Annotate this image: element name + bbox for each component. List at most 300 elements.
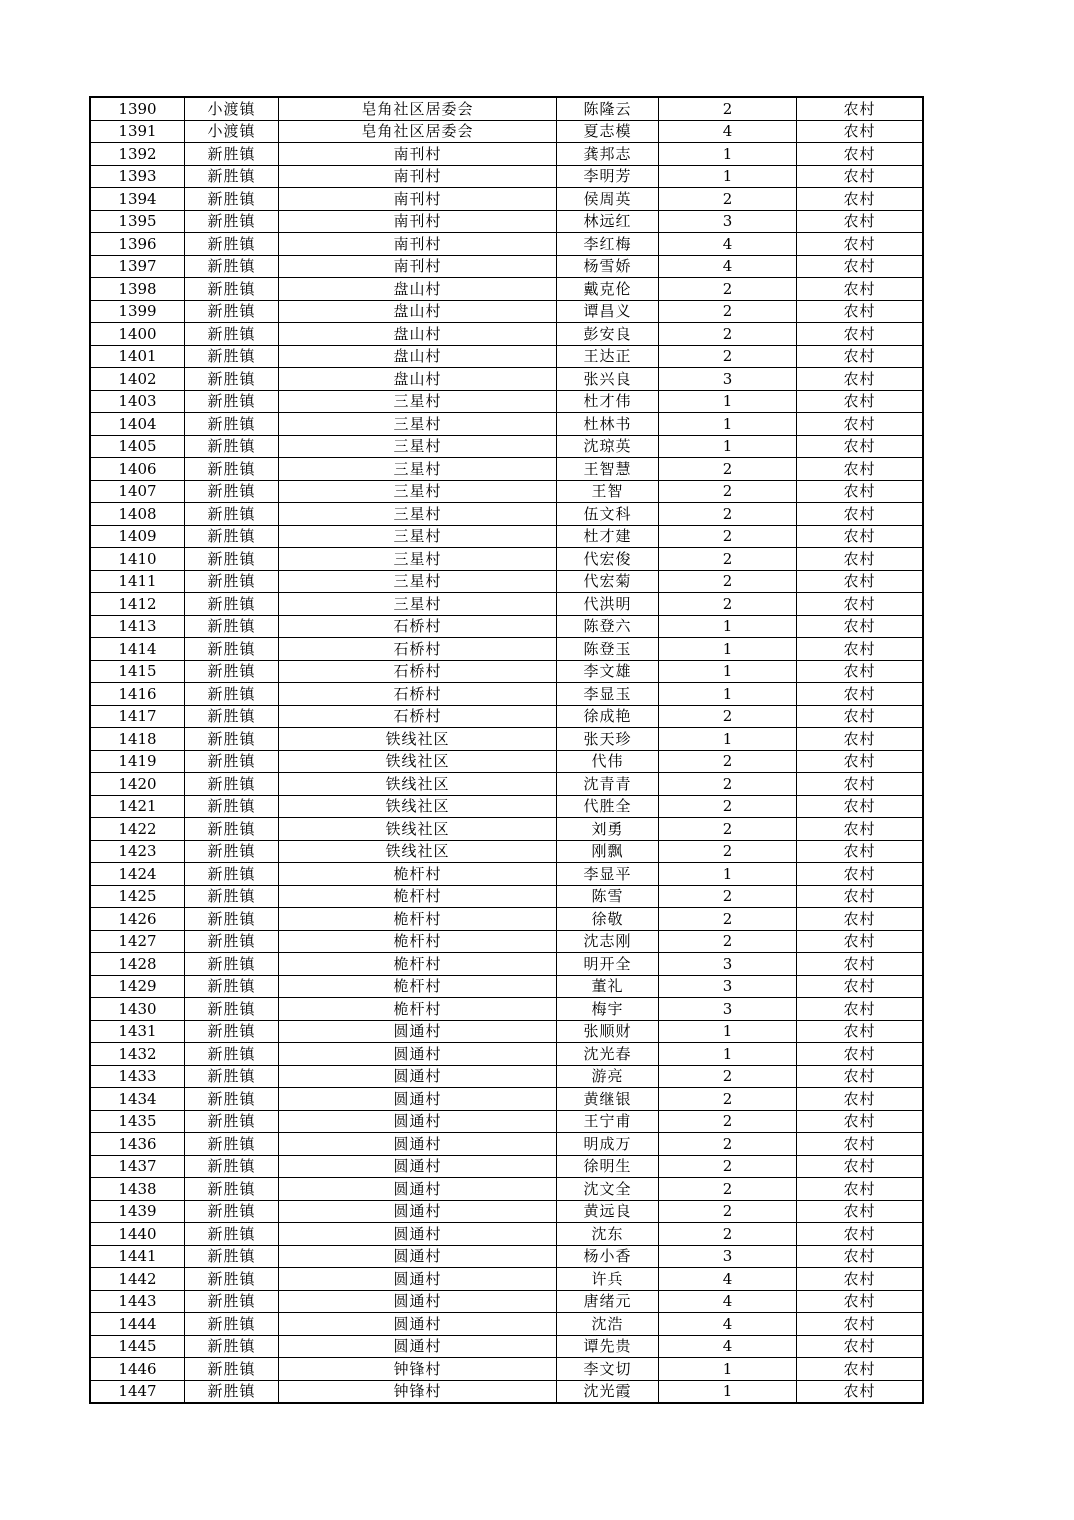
town-cell: 新胜镇: [185, 570, 279, 593]
serial-number-cell: 1392: [91, 143, 185, 166]
category-cell: 农村: [797, 1178, 923, 1201]
serial-number-cell: 1423: [91, 840, 185, 863]
town-cell: 新胜镇: [185, 525, 279, 548]
table-row: [91, 593, 923, 616]
town-cell: 新胜镇: [185, 1200, 279, 1223]
town-cell: 新胜镇: [185, 1178, 279, 1201]
village-cell: 圆通村: [279, 1290, 557, 1313]
table-row: [91, 1245, 923, 1268]
village-cell: 盘山村: [279, 368, 557, 391]
name-cell: 沈东: [557, 1223, 659, 1246]
village-cell: 桅杆村: [279, 998, 557, 1021]
name-cell: 李文切: [557, 1358, 659, 1381]
category-cell: 农村: [797, 188, 923, 211]
household-size-cell: 2: [659, 795, 797, 818]
town-cell: 新胜镇: [185, 1335, 279, 1358]
table-row: [91, 1020, 923, 1043]
serial-number-cell: 1435: [91, 1110, 185, 1133]
town-cell: 新胜镇: [185, 638, 279, 661]
village-cell: 三星村: [279, 413, 557, 436]
serial-number-cell: 1396: [91, 233, 185, 256]
town-cell: 新胜镇: [185, 458, 279, 481]
household-size-cell: 2: [659, 705, 797, 728]
category-cell: 农村: [797, 705, 923, 728]
category-cell: 农村: [797, 458, 923, 481]
town-cell: 新胜镇: [185, 1245, 279, 1268]
category-cell: 农村: [797, 210, 923, 233]
serial-number-cell: 1429: [91, 975, 185, 998]
name-cell: 沈文全: [557, 1178, 659, 1201]
table-row: [91, 1178, 923, 1201]
name-cell: 唐绪元: [557, 1290, 659, 1313]
town-cell: 新胜镇: [185, 413, 279, 436]
village-cell: 钟锋村: [279, 1380, 557, 1403]
village-cell: 皂角社区居委会: [279, 120, 557, 143]
village-cell: 桅杆村: [279, 953, 557, 976]
serial-number-cell: 1409: [91, 525, 185, 548]
name-cell: 王宁甫: [557, 1110, 659, 1133]
town-cell: 新胜镇: [185, 143, 279, 166]
table-row: [91, 480, 923, 503]
table-row: [91, 1223, 923, 1246]
table-row: [91, 210, 923, 233]
town-cell: 新胜镇: [185, 1043, 279, 1066]
household-size-cell: 2: [659, 1200, 797, 1223]
category-cell: 农村: [797, 300, 923, 323]
household-size-cell: 3: [659, 210, 797, 233]
town-cell: 新胜镇: [185, 390, 279, 413]
household-size-cell: 4: [659, 1290, 797, 1313]
household-size-cell: 2: [659, 1178, 797, 1201]
table-row: [91, 1155, 923, 1178]
category-cell: 农村: [797, 615, 923, 638]
name-cell: 沈志刚: [557, 930, 659, 953]
village-cell: 桅杆村: [279, 863, 557, 886]
serial-number-cell: 1425: [91, 885, 185, 908]
category-cell: 农村: [797, 233, 923, 256]
serial-number-cell: 1437: [91, 1155, 185, 1178]
village-cell: 三星村: [279, 525, 557, 548]
household-size-cell: 3: [659, 998, 797, 1021]
name-cell: 沈光春: [557, 1043, 659, 1066]
category-cell: 农村: [797, 660, 923, 683]
household-size-cell: 2: [659, 323, 797, 346]
village-cell: 桅杆村: [279, 975, 557, 998]
table-row: [91, 255, 923, 278]
household-size-cell: 1: [659, 638, 797, 661]
category-cell: 农村: [797, 1335, 923, 1358]
household-size-cell: 2: [659, 1065, 797, 1088]
category-cell: 农村: [797, 255, 923, 278]
category-cell: 农村: [797, 390, 923, 413]
town-cell: 新胜镇: [185, 683, 279, 706]
town-cell: 新胜镇: [185, 165, 279, 188]
category-cell: 农村: [797, 885, 923, 908]
category-cell: 农村: [797, 435, 923, 458]
household-size-cell: 2: [659, 1110, 797, 1133]
village-cell: 圆通村: [279, 1155, 557, 1178]
serial-number-cell: 1406: [91, 458, 185, 481]
household-size-cell: 1: [659, 1043, 797, 1066]
table-row: [91, 345, 923, 368]
town-cell: 新胜镇: [185, 593, 279, 616]
name-cell: 龚邦志: [557, 143, 659, 166]
household-size-cell: 4: [659, 120, 797, 143]
village-cell: 三星村: [279, 390, 557, 413]
table-row: [91, 683, 923, 706]
village-cell: 圆通村: [279, 1223, 557, 1246]
town-cell: 新胜镇: [185, 998, 279, 1021]
village-cell: 圆通村: [279, 1065, 557, 1088]
serial-number-cell: 1438: [91, 1178, 185, 1201]
town-cell: 新胜镇: [185, 885, 279, 908]
name-cell: 徐成艳: [557, 705, 659, 728]
household-size-cell: 2: [659, 593, 797, 616]
town-cell: 新胜镇: [185, 188, 279, 211]
table-row: [91, 458, 923, 481]
name-cell: 王智慧: [557, 458, 659, 481]
table-row: [91, 1200, 923, 1223]
name-cell: 伍文科: [557, 503, 659, 526]
serial-number-cell: 1398: [91, 278, 185, 301]
town-cell: 新胜镇: [185, 548, 279, 571]
category-cell: 农村: [797, 1088, 923, 1111]
name-cell: 林远红: [557, 210, 659, 233]
household-size-cell: 1: [659, 435, 797, 458]
table-row: [91, 660, 923, 683]
serial-number-cell: 1405: [91, 435, 185, 458]
serial-number-cell: 1411: [91, 570, 185, 593]
village-cell: 钟锋村: [279, 1358, 557, 1381]
name-cell: 沈青青: [557, 773, 659, 796]
town-cell: 新胜镇: [185, 1268, 279, 1291]
household-size-cell: 2: [659, 278, 797, 301]
household-size-cell: 2: [659, 188, 797, 211]
town-cell: 新胜镇: [185, 1313, 279, 1336]
village-cell: 盘山村: [279, 300, 557, 323]
table-row: [91, 98, 923, 121]
serial-number-cell: 1415: [91, 660, 185, 683]
household-size-cell: 4: [659, 255, 797, 278]
table-row: [91, 930, 923, 953]
name-cell: 游亮: [557, 1065, 659, 1088]
serial-number-cell: 1436: [91, 1133, 185, 1156]
household-size-cell: 1: [659, 143, 797, 166]
serial-number-cell: 1404: [91, 413, 185, 436]
household-size-cell: 1: [659, 683, 797, 706]
household-size-cell: 3: [659, 953, 797, 976]
serial-number-cell: 1443: [91, 1290, 185, 1313]
name-cell: 代伟: [557, 750, 659, 773]
category-cell: 农村: [797, 480, 923, 503]
name-cell: 谭昌义: [557, 300, 659, 323]
table-row: [91, 818, 923, 841]
table-row: [91, 1110, 923, 1133]
village-cell: 圆通村: [279, 1335, 557, 1358]
category-cell: 农村: [797, 1020, 923, 1043]
name-cell: 侯周英: [557, 188, 659, 211]
name-cell: 李红梅: [557, 233, 659, 256]
name-cell: 黄继银: [557, 1088, 659, 1111]
serial-number-cell: 1446: [91, 1358, 185, 1381]
household-size-cell: 3: [659, 1245, 797, 1268]
category-cell: 农村: [797, 1043, 923, 1066]
serial-number-cell: 1397: [91, 255, 185, 278]
name-cell: 明开全: [557, 953, 659, 976]
village-cell: 石桥村: [279, 638, 557, 661]
village-cell: 桅杆村: [279, 885, 557, 908]
village-cell: 铁线社区: [279, 750, 557, 773]
name-cell: 代洪明: [557, 593, 659, 616]
name-cell: 李显玉: [557, 683, 659, 706]
category-cell: 农村: [797, 503, 923, 526]
town-cell: 新胜镇: [185, 233, 279, 256]
category-cell: 农村: [797, 975, 923, 998]
serial-number-cell: 1400: [91, 323, 185, 346]
town-cell: 新胜镇: [185, 1223, 279, 1246]
village-cell: 石桥村: [279, 615, 557, 638]
serial-number-cell: 1421: [91, 795, 185, 818]
village-cell: 三星村: [279, 570, 557, 593]
household-size-cell: 2: [659, 503, 797, 526]
village-cell: 三星村: [279, 503, 557, 526]
village-cell: 三星村: [279, 480, 557, 503]
name-cell: 陈雪: [557, 885, 659, 908]
category-cell: 农村: [797, 1380, 923, 1403]
village-cell: 皂角社区居委会: [279, 98, 557, 121]
household-size-cell: 2: [659, 98, 797, 121]
town-cell: 新胜镇: [185, 435, 279, 458]
category-cell: 农村: [797, 165, 923, 188]
table-row: [91, 953, 923, 976]
table-row: [91, 570, 923, 593]
town-cell: 新胜镇: [185, 840, 279, 863]
serial-number-cell: 1418: [91, 728, 185, 751]
category-cell: 农村: [797, 953, 923, 976]
name-cell: 张天珍: [557, 728, 659, 751]
category-cell: 农村: [797, 1313, 923, 1336]
town-cell: 新胜镇: [185, 660, 279, 683]
name-cell: 张顺财: [557, 1020, 659, 1043]
table-row: [91, 1088, 923, 1111]
village-cell: 南刊村: [279, 233, 557, 256]
category-cell: 农村: [797, 1290, 923, 1313]
name-cell: 陈登六: [557, 615, 659, 638]
town-cell: 新胜镇: [185, 345, 279, 368]
household-size-cell: 3: [659, 368, 797, 391]
household-size-cell: 1: [659, 863, 797, 886]
table-row: [91, 503, 923, 526]
village-cell: 南刊村: [279, 188, 557, 211]
category-cell: 农村: [797, 120, 923, 143]
village-cell: 三星村: [279, 458, 557, 481]
table-row: [91, 390, 923, 413]
category-cell: 农村: [797, 1133, 923, 1156]
household-size-cell: 2: [659, 1223, 797, 1246]
village-cell: 圆通村: [279, 1178, 557, 1201]
village-cell: 盘山村: [279, 278, 557, 301]
table-row: [91, 705, 923, 728]
name-cell: 李文雄: [557, 660, 659, 683]
village-cell: 铁线社区: [279, 795, 557, 818]
name-cell: 彭安良: [557, 323, 659, 346]
town-cell: 新胜镇: [185, 615, 279, 638]
table-row: [91, 323, 923, 346]
village-cell: 石桥村: [279, 683, 557, 706]
village-cell: 铁线社区: [279, 818, 557, 841]
serial-number-cell: 1412: [91, 593, 185, 616]
household-size-cell: 1: [659, 390, 797, 413]
village-cell: 南刊村: [279, 165, 557, 188]
table-row: [91, 1358, 923, 1381]
household-size-cell: 2: [659, 930, 797, 953]
village-cell: 南刊村: [279, 210, 557, 233]
household-size-cell: 4: [659, 233, 797, 256]
town-cell: 新胜镇: [185, 278, 279, 301]
category-cell: 农村: [797, 345, 923, 368]
category-cell: 农村: [797, 1358, 923, 1381]
household-size-cell: 2: [659, 885, 797, 908]
town-cell: 新胜镇: [185, 1110, 279, 1133]
table-row: [91, 773, 923, 796]
village-cell: 圆通村: [279, 1268, 557, 1291]
category-cell: 农村: [797, 998, 923, 1021]
category-cell: 农村: [797, 773, 923, 796]
table-row: [91, 1133, 923, 1156]
village-cell: 三星村: [279, 593, 557, 616]
name-cell: 谭先贵: [557, 1335, 659, 1358]
category-cell: 农村: [797, 525, 923, 548]
roster-table-container: [90, 97, 923, 1403]
name-cell: 代胜全: [557, 795, 659, 818]
town-cell: 新胜镇: [185, 323, 279, 346]
name-cell: 沈光霞: [557, 1380, 659, 1403]
category-cell: 农村: [797, 1155, 923, 1178]
serial-number-cell: 1422: [91, 818, 185, 841]
name-cell: 代宏菊: [557, 570, 659, 593]
town-cell: 小渡镇: [185, 98, 279, 121]
table-row: [91, 908, 923, 931]
category-cell: 农村: [797, 1110, 923, 1133]
table-row: [91, 638, 923, 661]
category-cell: 农村: [797, 278, 923, 301]
town-cell: 新胜镇: [185, 705, 279, 728]
household-size-cell: 2: [659, 750, 797, 773]
village-cell: 铁线社区: [279, 773, 557, 796]
town-cell: 新胜镇: [185, 368, 279, 391]
town-cell: 新胜镇: [185, 1358, 279, 1381]
household-size-cell: 1: [659, 728, 797, 751]
name-cell: 董礼: [557, 975, 659, 998]
serial-number-cell: 1434: [91, 1088, 185, 1111]
name-cell: 李显平: [557, 863, 659, 886]
village-cell: 石桥村: [279, 705, 557, 728]
table-row: [91, 143, 923, 166]
name-cell: 刘勇: [557, 818, 659, 841]
table-row: [91, 863, 923, 886]
table-row: [91, 750, 923, 773]
name-cell: 王智: [557, 480, 659, 503]
household-size-cell: 2: [659, 1155, 797, 1178]
town-cell: 新胜镇: [185, 1065, 279, 1088]
category-cell: 农村: [797, 638, 923, 661]
serial-number-cell: 1424: [91, 863, 185, 886]
serial-number-cell: 1413: [91, 615, 185, 638]
table-row: [91, 998, 923, 1021]
village-cell: 圆通村: [279, 1200, 557, 1223]
town-cell: 新胜镇: [185, 1020, 279, 1043]
name-cell: 许兵: [557, 1268, 659, 1291]
town-cell: 新胜镇: [185, 773, 279, 796]
household-size-cell: 2: [659, 548, 797, 571]
town-cell: 新胜镇: [185, 1133, 279, 1156]
name-cell: 梅宇: [557, 998, 659, 1021]
town-cell: 新胜镇: [185, 1290, 279, 1313]
serial-number-cell: 1420: [91, 773, 185, 796]
name-cell: 王达正: [557, 345, 659, 368]
name-cell: 杨雪娇: [557, 255, 659, 278]
village-cell: 圆通村: [279, 1313, 557, 1336]
village-cell: 盘山村: [279, 345, 557, 368]
town-cell: 新胜镇: [185, 728, 279, 751]
serial-number-cell: 1416: [91, 683, 185, 706]
category-cell: 农村: [797, 98, 923, 121]
name-cell: 明成万: [557, 1133, 659, 1156]
household-size-cell: 2: [659, 525, 797, 548]
category-cell: 农村: [797, 1200, 923, 1223]
serial-number-cell: 1447: [91, 1380, 185, 1403]
village-cell: 桅杆村: [279, 908, 557, 931]
village-cell: 圆通村: [279, 1020, 557, 1043]
category-cell: 农村: [797, 795, 923, 818]
village-cell: 圆通村: [279, 1245, 557, 1268]
serial-number-cell: 1395: [91, 210, 185, 233]
household-size-cell: 2: [659, 480, 797, 503]
household-size-cell: 1: [659, 413, 797, 436]
table-row: [91, 548, 923, 571]
serial-number-cell: 1394: [91, 188, 185, 211]
serial-number-cell: 1440: [91, 1223, 185, 1246]
table-row: [91, 368, 923, 391]
serial-number-cell: 1410: [91, 548, 185, 571]
household-size-cell: 3: [659, 975, 797, 998]
serial-number-cell: 1432: [91, 1043, 185, 1066]
serial-number-cell: 1414: [91, 638, 185, 661]
table-row: [91, 120, 923, 143]
serial-number-cell: 1408: [91, 503, 185, 526]
table-row: [91, 1043, 923, 1066]
village-cell: 三星村: [279, 435, 557, 458]
household-size-cell: 4: [659, 1313, 797, 1336]
town-cell: 新胜镇: [185, 863, 279, 886]
household-size-cell: 2: [659, 1133, 797, 1156]
table-row: [91, 975, 923, 998]
serial-number-cell: 1427: [91, 930, 185, 953]
table-row: [91, 1380, 923, 1403]
category-cell: 农村: [797, 1223, 923, 1246]
category-cell: 农村: [797, 683, 923, 706]
town-cell: 新胜镇: [185, 480, 279, 503]
town-cell: 新胜镇: [185, 930, 279, 953]
name-cell: 杨小香: [557, 1245, 659, 1268]
name-cell: 李明芳: [557, 165, 659, 188]
serial-number-cell: 1433: [91, 1065, 185, 1088]
table-row: [91, 525, 923, 548]
village-cell: 桅杆村: [279, 930, 557, 953]
table-row: [91, 1268, 923, 1291]
serial-number-cell: 1390: [91, 98, 185, 121]
household-size-cell: 2: [659, 818, 797, 841]
